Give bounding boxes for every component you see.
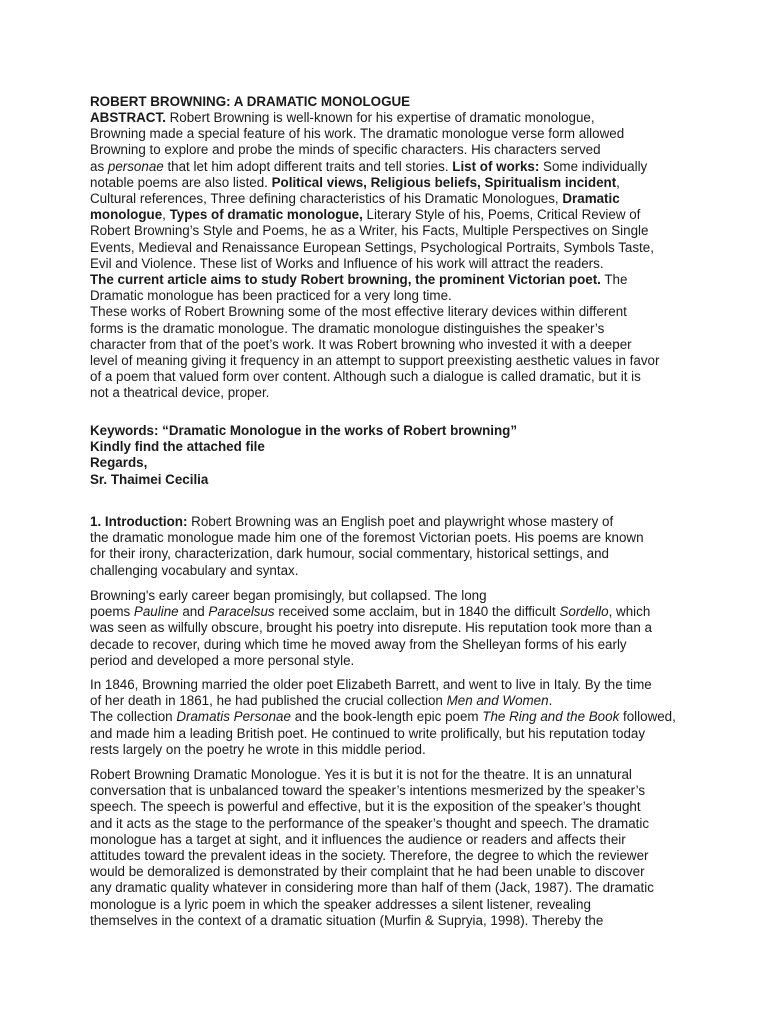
text-line	[90, 620, 690, 636]
text-line	[90, 767, 690, 783]
text-run: Browning's early career began promisingly, but collapsed. The long	[90, 588, 487, 603]
text-run: Evil and Violence. These list of Works and Influence of his work will attract the readers.	[90, 255, 604, 271]
text-run: for their irony, characterization, dark humour, social commentary, historical settings, and	[90, 546, 609, 562]
text-run: rests largely on the poetry he wrote in this middle period.	[90, 741, 426, 757]
text-line	[90, 353, 690, 369]
text-run: of her death in 1861, he had published the crucial collection	[90, 693, 447, 709]
keywords-line: Keywords: “Dramatic Monologue in the works of Robert browning”	[90, 423, 518, 438]
text-line	[90, 321, 690, 337]
text-line	[90, 864, 690, 880]
italic-run: Paracelsus	[208, 604, 275, 620]
text-run: Literary Style of his, Poems, Critical Review of	[362, 207, 641, 223]
bold-run: Types of dramatic monologue,	[169, 207, 363, 223]
text-line	[90, 272, 690, 288]
text-run: as	[90, 158, 108, 174]
text-run: and made him a leading British poet. He continued to write prolifically, but his reputation today	[90, 725, 646, 741]
introduction-paragraph	[90, 514, 690, 579]
italic-run: The Ring and the Book	[482, 709, 620, 725]
text-line	[90, 693, 690, 709]
text-run: themselves in the context of a dramatic situation (Murfin & Supryia, 1998). Thereby the	[90, 912, 604, 928]
text-line	[90, 816, 690, 832]
text-line	[90, 848, 690, 864]
text-run: Dramatic monologue has been practiced for a very long time.	[90, 288, 452, 304]
document-title-block	[90, 94, 690, 110]
text-line	[90, 304, 690, 320]
dramatic-monologue-paragraph	[90, 767, 690, 929]
text-run: of a poem that valued form over content. Although such a dialogue is called dramatic, but it is	[90, 369, 641, 385]
text-run: forms is the dramatic monologue. The dramatic monologue distinguishes the speaker’s	[90, 320, 605, 336]
text-line	[90, 880, 690, 896]
text-line	[90, 588, 690, 604]
text-run: that let him adopt different traits and tell stories.	[163, 158, 453, 174]
text-run: period and developed a more personal style.	[90, 652, 355, 668]
text-line	[90, 677, 690, 693]
bold-run: The current article aims to study Robert browning, the prominent Victorian poet.	[90, 272, 601, 288]
text-run: was seen as wilfully obscure, brought his poetry into disrepute. His reputation took more than a	[90, 620, 652, 636]
text-line	[90, 546, 690, 562]
text-run: Browning made a special feature of his work. The dramatic monologue verse form allowed	[90, 126, 625, 142]
text-run: notable poems are also listed.	[90, 174, 272, 190]
text-line	[90, 385, 690, 401]
attachment-note: Kindly find the attached file	[90, 439, 265, 455]
text-run: any dramatic quality whatever in considering more than half of them (Jack, 1987). The dramatic	[90, 880, 654, 896]
marriage-paragraph	[90, 677, 690, 758]
early-career-paragraph	[90, 588, 690, 669]
text-line	[90, 604, 690, 620]
text-run: challenging vocabulary and syntax.	[90, 562, 299, 578]
text-run: and the book-length epic poem	[290, 709, 483, 725]
text-line	[90, 240, 690, 256]
italic-run: personae	[107, 158, 164, 174]
bold-run: List of works:	[452, 158, 540, 174]
text-line	[90, 799, 690, 815]
text-run: In 1846, Browning married the older poet Elizabeth Barrett, and went to live in Italy. By the time	[90, 677, 652, 692]
text-line	[90, 110, 690, 126]
text-run: Robert Browning’s Style and Poems, he as a Writer, his Facts, Multiple Perspectives on Single	[90, 223, 649, 239]
text-line	[90, 142, 690, 158]
text-line	[90, 514, 690, 530]
text-line	[90, 288, 690, 304]
text-run: followed,	[619, 709, 676, 725]
text-run: and it acts as the stage to the performance of the speaker’s thought and speech. The dramatic	[90, 815, 650, 831]
text-line	[90, 126, 690, 142]
text-line	[90, 783, 690, 799]
author-signature: Sr. Thaimei Cecilia	[90, 471, 209, 487]
text-run: Robert Browning was an English poet and playwright whose mastery of	[187, 514, 614, 529]
text-line	[90, 159, 690, 175]
text-line	[90, 563, 690, 579]
text-line	[90, 897, 690, 913]
keywords-block	[90, 423, 690, 488]
text-line	[90, 369, 690, 385]
text-run: These works of Robert Browning some of the most effective literary devices within different	[90, 304, 627, 320]
text-run: character from that of the poet’s work. It was Robert browning who invested it with a deeper	[90, 336, 632, 352]
text-run: The	[600, 272, 628, 288]
text-run: and	[178, 604, 209, 620]
text-run: conversation that is unbalanced toward the speaker’s intentions mesmerized by the speaker’s	[90, 783, 646, 799]
text-run: received some acclaim, but in 1840 the difficult	[274, 604, 560, 620]
text-run: poems	[90, 604, 134, 620]
bold-run: Political views, Religious beliefs, Spiritualism incident	[271, 174, 617, 190]
text-line	[90, 207, 690, 223]
text-run: Browning to explore and probe the minds of specific characters. His characters served	[90, 142, 601, 158]
italic-run: Dramatis Personae	[176, 709, 291, 725]
text-line	[90, 726, 690, 742]
text-line	[90, 223, 690, 239]
regards-line: Regards,	[90, 455, 148, 471]
text-run: ,	[616, 174, 620, 190]
text-run: Robert Browning is well-known for his expertise of dramatic monologue,	[165, 110, 595, 125]
italic-run: Pauline	[133, 604, 179, 620]
text-line	[90, 709, 690, 725]
text-run: Cultural references, Three defining characteristics of his Dramatic Monologues,	[90, 191, 563, 207]
text-run: monologue has a target at sight, and it influences the audience or readers and affects their	[90, 831, 626, 847]
text-run: speech. The speech is powerful and effective, but it is the exposition of the speaker’s thought	[90, 799, 641, 815]
text-line	[90, 191, 690, 207]
text-run: Robert Browning Dramatic Monologue. Yes it is but it is not for the theatre. It is an unnatural	[90, 767, 632, 782]
text-line	[90, 175, 690, 191]
bold-run: monologue	[90, 207, 163, 223]
text-line	[90, 337, 690, 353]
bold-run: Dramatic	[562, 191, 620, 207]
text-line	[90, 530, 690, 546]
text-run: .	[548, 693, 553, 709]
italic-run: Men and Women	[446, 693, 549, 709]
bold-run: 1. Introduction:	[90, 514, 188, 529]
text-line	[90, 913, 690, 929]
text-run: ,	[162, 207, 170, 223]
text-run: The collection	[90, 709, 177, 725]
text-run: the dramatic monologue made him one of the foremost Victorian poets. His poems are known	[90, 530, 644, 546]
text-run: would be demoralized is demonstrated by their complaint that he had been unable to discover	[90, 864, 645, 880]
text-run: , which	[608, 604, 651, 620]
text-line	[90, 742, 690, 758]
text-line	[90, 653, 690, 669]
text-run: Events, Medieval and Renaissance European Settings, Psychological Portraits, Symbols Taste,	[90, 239, 654, 255]
text-line	[90, 256, 690, 272]
text-run: Some individually	[539, 158, 648, 174]
text-line	[90, 637, 690, 653]
italic-run: Sordello	[559, 604, 609, 620]
abstract-paragraph	[90, 110, 690, 402]
bold-run: ABSTRACT.	[90, 110, 166, 125]
text-run: monologue is a lyric poem in which the speaker addresses a silent listener, revealing	[90, 896, 591, 912]
text-line	[90, 832, 690, 848]
text-run: decade to recover, during which time he moved away from the Shelleyan forms of his early	[90, 636, 627, 652]
text-run: level of meaning giving it frequency in an attempt to support preexisting aesthetic values in favor	[90, 353, 660, 369]
text-run: attitudes toward the prevalent ideas in the society. Therefore, the degree to which the reviewer	[90, 848, 649, 864]
text-run: not a theatrical device, proper.	[90, 385, 270, 401]
document-title: ROBERT BROWNING: A DRAMATIC MONOLOGUE	[90, 94, 411, 109]
